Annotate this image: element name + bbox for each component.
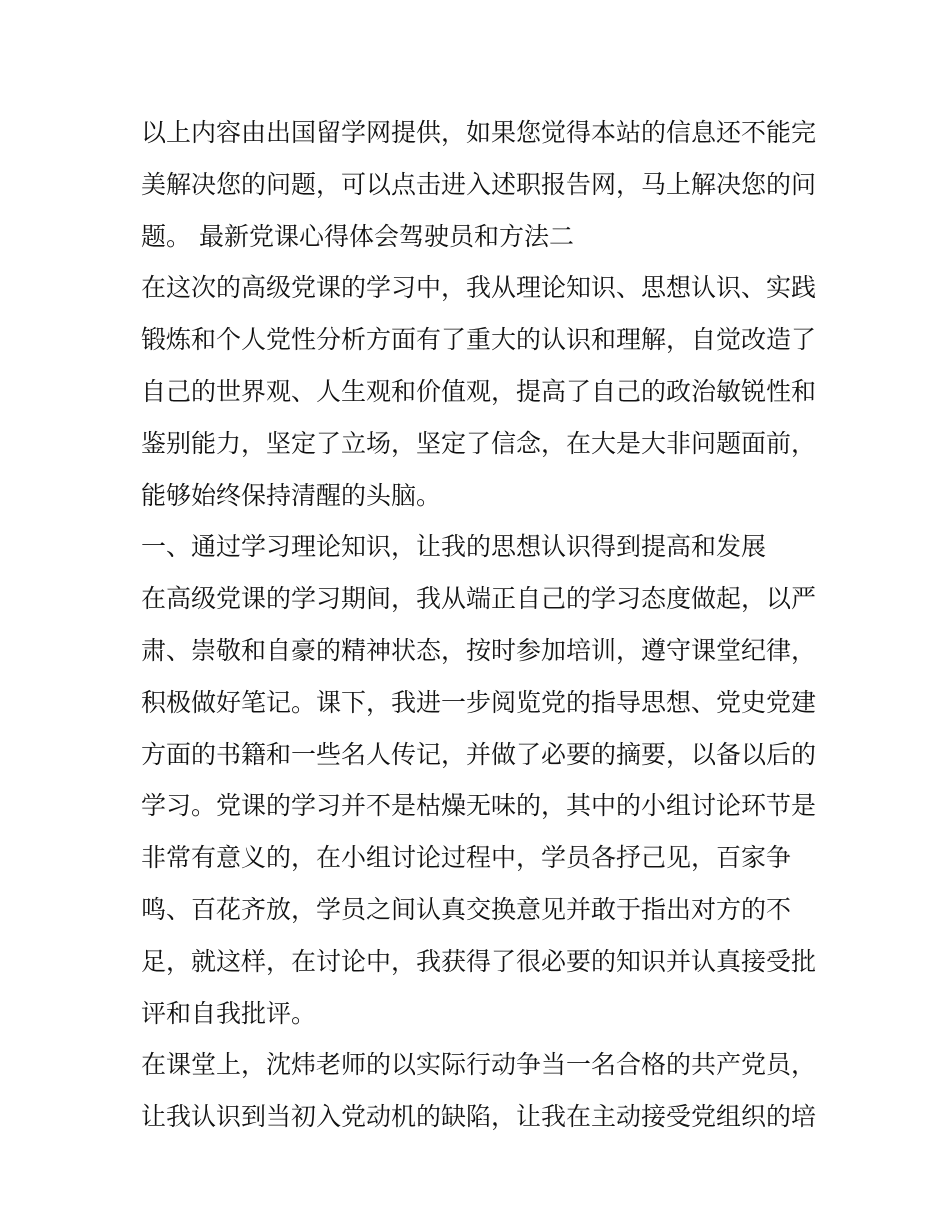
text-line: 积极做好笔记。课下，我进一步阅览党的指导思想、党史党建	[141, 687, 817, 717]
text-line: 题。 最新党课心得体会驾驶员和方法二	[141, 221, 574, 251]
text-line: 肃、崇敬和自豪的精神状态，按时参加培训，遵守课堂纪律，	[141, 635, 817, 665]
text-line: 锻炼和个人党性分析方面有了重大的认识和理解，自觉改造了	[141, 325, 817, 355]
text-line: 以上内容由出国留学网提供，如果您觉得本站的信息还不能完	[141, 118, 817, 147]
text-line: 鉴别能力，坚定了立场，坚定了信念，在大是大非问题面前，	[141, 428, 817, 458]
text-line: 自己的世界观、人生观和价值观，提高了自己的政治敏锐性和	[141, 376, 817, 406]
text-line: 鸣、百花齐放，学员之间认真交换意见并敢于指出对方的不	[141, 894, 792, 924]
section-heading: 一、通过学习理论知识，让我的思想认识得到提高和发展	[141, 532, 767, 562]
text-line: 评和自我批评。	[141, 998, 317, 1028]
text-line: 在课堂上，沈炜老师的以实际行动争当一名合格的共产党员，	[141, 1050, 817, 1080]
text-line: 能够始终保持清醒的头脑。	[141, 480, 442, 510]
text-line: 在这次的高级党课的学习中，我从理论知识、思想认识、实践	[141, 273, 817, 303]
text-line: 足，就这样，在讨论中，我获得了很必要的知识并认真接受批	[141, 946, 817, 976]
text-line: 美解决您的问题，可以点击进入述职报告网，马上解决您的问	[141, 169, 817, 199]
text-line: 学习。党课的学习并不是枯燥无味的，其中的小组讨论环节是	[141, 791, 817, 821]
text-line: 在高级党课的学习期间，我从端正自己的学习态度做起，以严	[141, 584, 817, 614]
text-line: 方面的书籍和一些名人传记，并做了必要的摘要，以备以后的	[141, 739, 817, 769]
text-line: 非常有意义的，在小组讨论过程中，学员各抒己见，百家争	[141, 843, 792, 873]
document-body	[141, 107, 821, 1143]
text-line: 让我认识到当初入党动机的缺陷，让我在主动接受党组织的培	[141, 1102, 817, 1132]
